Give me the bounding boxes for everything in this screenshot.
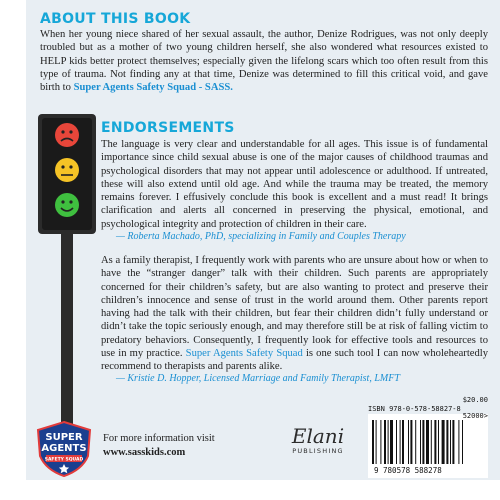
- endorsement-one-text: The language is very clear and understandable for all ages. This issue is of fundamental importance since child sexual abuse is one of the major causes of childhood traumas and psychological disorders that may not appear until adolescence or adulthood. If untreated, these will also extend until old age. And while the trauma may be treated, the memory remains forever. I effusively conclude this book is excellent and a must read! It brings clarification and alerts all concerned in preserving the physical, emotional, and psychological integrity and protection of children in their care.: [101, 139, 488, 230]
- barcode-bar: [434, 420, 436, 464]
- more-info-text: For more information visit: [103, 433, 215, 444]
- yellow-neutral-face-icon: [55, 158, 79, 182]
- barcode-bar: [462, 420, 463, 464]
- isbn-text: ISBN 978-0-578-58827-8: [368, 405, 461, 413]
- barcode-bar: [376, 420, 377, 464]
- barcode-bar: [450, 420, 451, 464]
- price-text: $20.00: [462, 396, 488, 404]
- badge-text-safety-squad: SAFETY SQUAD: [44, 457, 84, 463]
- green-happy-face-icon: [55, 193, 79, 217]
- barcode-bar: [372, 420, 374, 464]
- barcode-bar: [410, 420, 412, 464]
- traffic-light-illustration: [30, 110, 110, 440]
- barcode-bar: [422, 420, 424, 464]
- publisher-name: Elani: [291, 424, 345, 448]
- book-name: Super Agents Safety Squad - SASS.: [73, 82, 233, 94]
- barcode-bar: [402, 420, 404, 464]
- about-heading: ABOUT THIS BOOK: [40, 11, 191, 27]
- endorsement-two-text-end: is one such tool I can now wholeheartedly recommend to therapists and parents alike.: [101, 348, 489, 373]
- barcode-bar: [446, 420, 448, 464]
- barcode-bar: [384, 420, 386, 464]
- super-agents-badge-logo: [34, 420, 94, 478]
- endorsement-one-attribution: — Roberta Machado, PhD, specializing in Family and Couples Therapy: [116, 231, 406, 242]
- barcode-bar: [400, 420, 401, 464]
- elani-publishing-logo: [288, 425, 348, 455]
- endorsements-heading: ENDORSEMENTS: [101, 120, 235, 136]
- red-sad-face-icon: [55, 123, 79, 147]
- badge-text-super: SUPER: [45, 432, 83, 443]
- barcode-bar: [442, 420, 445, 464]
- endorsement-two-attribution: — Kristie D. Hopper, Licensed Marriage and Family Therapist, LMFT: [116, 373, 400, 384]
- badge-text-agents: AGENTS: [41, 443, 87, 454]
- barcode-bar: [426, 420, 429, 464]
- barcode-panel: [368, 396, 488, 478]
- barcode-bar: [388, 420, 389, 464]
- sass-book-link: Super Agents Safety Squad: [185, 348, 303, 360]
- price-code-text: 52000>: [462, 412, 488, 420]
- barcode-bar: [431, 420, 432, 464]
- about-paragraph: [40, 28, 488, 94]
- website-link[interactable]: www.sasskids.com: [103, 447, 186, 458]
- barcode-bar: [452, 420, 454, 464]
- barcode-bar: [380, 420, 381, 464]
- barcode-bar: [396, 420, 397, 464]
- barcode-bar: [408, 420, 409, 464]
- about-text: When her young niece shared of her sexual assault, the author, Denize Rodrigues, was not only deeply troubled but as a mother of two young children herself, she also wondered what resources existed to HELP kids better protect themselves; especially given the lifelong scars which too often result from this type of trauma. Not finding any at that time, Denize was determined to fill this critical void, and gave birth to: [40, 29, 488, 94]
- endorsement-two-text: As a family therapist, I frequently work with parents who are unsure about how or when to have the “stranger danger” talk with their children. Such parents are appropriately concerned for their children’s safety, but are also wanting to protect and preserve their children’s innocence and sense of trust in the world around them. Other parents report having had the talk with their children, but fear their children didn’t fully understand or didn’t take the topic seriously enough, and may therefore still be at risk of falling victim to predatory behaviors. Consequently, I frequently look for effective tools and resources to use in my practice.: [101, 255, 488, 360]
- endorsement-two-paragraph: [101, 254, 488, 374]
- barcode-graphic: [372, 420, 484, 464]
- barcode-bar: [458, 420, 459, 464]
- barcode-bar: [415, 420, 416, 464]
- barcode-bar: [390, 420, 393, 464]
- publisher-subtitle: PUBLISHING: [292, 447, 344, 455]
- traffic-light-pole: [61, 234, 73, 430]
- barcode-bar: [420, 420, 421, 464]
- barcode-number: 9 780578 588278: [374, 466, 442, 475]
- barcode-bar: [438, 420, 439, 464]
